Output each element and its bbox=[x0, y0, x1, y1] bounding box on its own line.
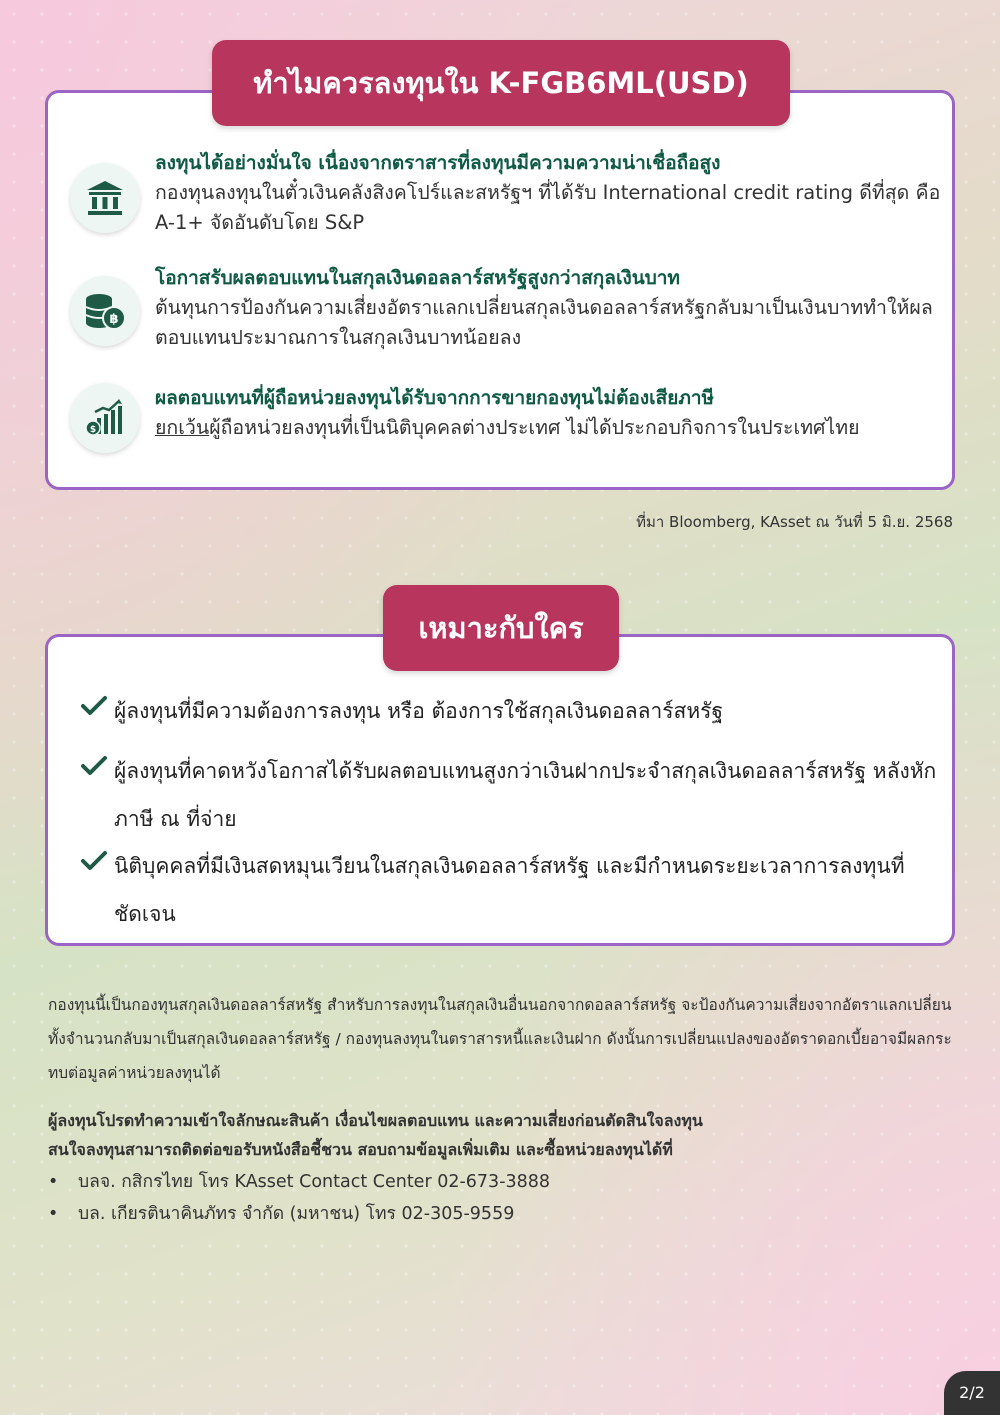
why-invest-heading: ทำไมควรลงทุนใน K-FGB6ML(USD) bbox=[212, 40, 790, 126]
why-invest-card bbox=[45, 90, 955, 490]
reason-body: ยกเว้นผู้ถือหน่วยลงทุนที่เป็นนิติบุคคลต่างประเทศ ไม่ได้ประกอบกิจการในประเทศไทย bbox=[155, 416, 860, 439]
list-item-text: ผู้ลงทุนที่คาดหวังโอกาสได้รับผลตอบแทนสูงกว่าเงินฝากประจำสกุลเงินดอลลาร์สหรัฐ หลังหักภาษี ณ ที่จ่าย bbox=[114, 759, 937, 831]
page-number: 2/2 bbox=[944, 1371, 1000, 1415]
list-item bbox=[80, 842, 940, 938]
list-item-text: ผู้ลงทุนที่มีความต้องการลงทุน หรือ ต้องการใช้สกุลเงินดอลลาร์สหรัฐ bbox=[114, 699, 724, 723]
bank-icon bbox=[70, 163, 140, 233]
notice-line: สนใจลงทุนสามารถติดต่อขอรับหนังสือชี้ชวน สอบถามข้อมูลเพิ่มเติม และซื้อหน่วยลงทุนได้ที่ bbox=[48, 1140, 673, 1159]
investor-notice bbox=[48, 1106, 958, 1164]
source-note: ที่มา Bloomberg, KAsset ณ วันที่ 5 มิ.ย. 2568 bbox=[636, 513, 953, 531]
contact-list bbox=[48, 1166, 958, 1230]
contact-item: • บลจ. กสิกรไทย โทร KAsset Contact Center 02-673-3888 bbox=[48, 1172, 551, 1192]
reason-body: ต้นทุนการป้องกันความเสี่ยงอัตราแลกเปลี่ยนสกุลเงินดอลลาร์สหรัฐกลับมาเป็นเงินบาททำให้ผลตอบแทนประมาณการในสกุลเงินบาทน้อยลง bbox=[155, 296, 933, 349]
list-item bbox=[80, 687, 940, 735]
reason-item bbox=[70, 383, 950, 463]
reason-item bbox=[70, 148, 950, 248]
fund-disclaimer: กองทุนนี้เป็นกองทุนสกุลเงินดอลลาร์สหรัฐ สำหรับการลงทุนในสกุลเงินอื่นนอกจากดอลลาร์สหรัฐ จะป้องกันความเสี่ยงจากอัตราแลกเปลี่ยนทั้งจำนวนกลับมาเป็นสกุลเงินดอลลาร์สหรัฐ / กองทุนลงทุนในตราสารหนี้และเงินฝาก ดังนั้นการเปลี่ยนแปลงของอัตราดอกเบี้ยอาจมีผลกระทบต่อมูลค่าหน่วยลงทุนได้ bbox=[48, 996, 952, 1082]
growth-chart-icon bbox=[70, 383, 140, 453]
check-icon bbox=[80, 850, 108, 872]
reason-body: กองทุนลงทุนในตั๋วเงินคลังสิงคโปร์และสหรัฐฯ ที่ได้รับ International credit rating ดีที่สุด คือ A-1+ จัดอันดับโดย S&P bbox=[155, 181, 941, 234]
exception-underlined: ยกเว้น bbox=[155, 416, 210, 439]
reason-title: โอกาสรับผลตอบแทนในสกุลเงินดอลลาร์สหรัฐสูงกว่าสกุลเงินบาท bbox=[155, 267, 680, 289]
notice-line: ผู้ลงทุนโปรดทำความเข้าใจลักษณะสินค้า เงื่อนไขผลตอบแทน และความเสี่ยงก่อนตัดสินใจลงทุน bbox=[48, 1111, 703, 1130]
reason-title: ลงทุนได้อย่างมั่นใจ เนื่องจากตราสารที่ลงทุนมีความความน่าเชื่อถือสูง bbox=[155, 152, 721, 174]
list-item-text: นิติบุคคลที่มีเงินสดหมุนเวียนในสกุลเงินดอลลาร์สหรัฐ และมีกำหนดระยะเวลาการลงทุนที่ชัดเจน bbox=[114, 854, 905, 926]
suitable-for-card bbox=[45, 634, 955, 946]
contact-item: • บล. เกียรตินาคินภัทร จำกัด (มหาชน) โทร 02-305-9559 bbox=[48, 1204, 515, 1224]
reason-title: ผลตอบแทนที่ผู้ถือหน่วยลงทุนได้รับจากการขายกองทุนไม่ต้องเสียภาษี bbox=[155, 387, 715, 409]
suitable-for-heading: เหมาะกับใคร bbox=[383, 585, 619, 671]
check-icon bbox=[80, 755, 108, 777]
svg-text:฿: ฿ bbox=[109, 312, 119, 327]
list-item bbox=[80, 747, 940, 843]
coins-baht-icon bbox=[70, 276, 140, 346]
reason-item bbox=[70, 263, 950, 358]
svg-text:$: $ bbox=[89, 425, 97, 435]
check-icon bbox=[80, 695, 108, 717]
